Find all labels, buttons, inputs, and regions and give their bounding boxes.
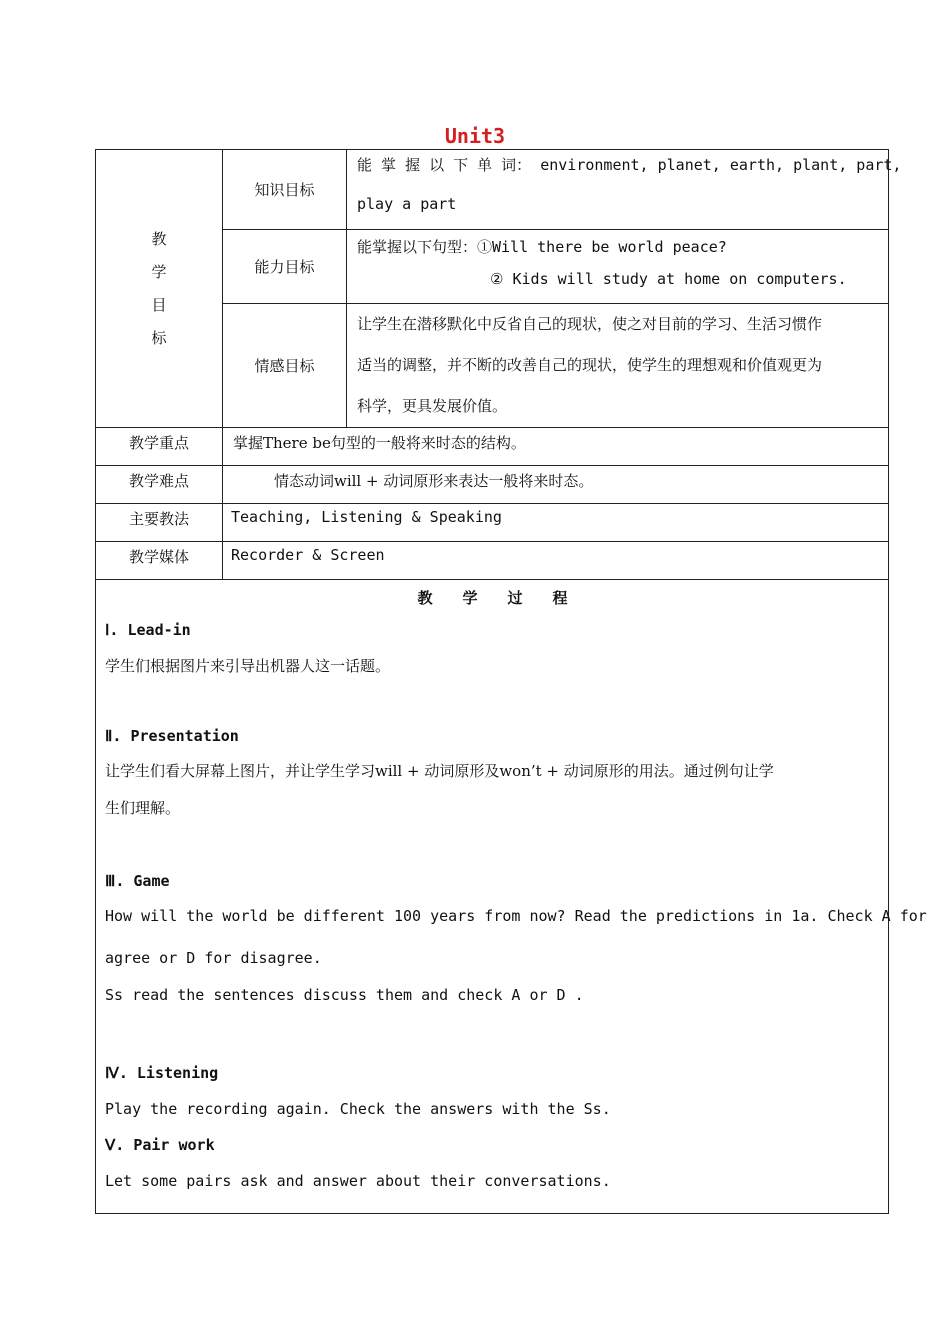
ability-label: 能力目标 [223, 230, 347, 304]
knowledge-label: 知识目标 [223, 150, 347, 230]
focus-value: 掌握There be句型的一般将来时态的结构。 [223, 428, 889, 466]
ability-content [347, 230, 889, 304]
media-value: Recorder & Screen [223, 542, 889, 580]
section-presentation-line-2: 生们理解。 [105, 799, 181, 817]
emotion-line-3: 科学，更具发展价值。 [357, 397, 508, 415]
knowledge-line-2: play a part [357, 195, 457, 213]
knowledge-line-1: 能 掌 握 以 下 单 词： environment, planet, earth, plant, part, [357, 156, 902, 174]
ability-line-2: ② Kids will study at home on computers. [490, 270, 847, 288]
objectives-char-4: 标 [151, 328, 167, 347]
lesson-plan-table [95, 149, 927, 1214]
objectives-char-1: 教 [151, 229, 167, 248]
emotion-line-2: 适当的调整，并不断的改善自己的现状，使学生的理想观和价值观更为 [357, 356, 823, 374]
process-row [96, 580, 889, 1214]
section-listening-title: Ⅳ. Listening [105, 1064, 219, 1082]
section-pair-work-title: Ⅴ. Pair work [105, 1136, 215, 1154]
emotion-content [347, 304, 889, 428]
objective-row-knowledge [96, 150, 889, 230]
focus-row [96, 428, 889, 466]
page-title: Unit3 [444, 124, 506, 148]
emotion-label: 情感目标 [223, 304, 347, 428]
spacer [105, 684, 880, 718]
method-label: 主要教法 [96, 504, 223, 542]
teaching-process [96, 580, 927, 1214]
process-heading: 教学过程 [417, 589, 598, 607]
difficulty-label: 教学难点 [96, 466, 223, 504]
difficulty-value: 情态动词will + 动词原形来表达一般将来时态。 [223, 466, 889, 504]
section-game-title: Ⅲ. Game [105, 872, 170, 890]
section-listening-text: Play the recording again. Check the answers with the Ss. [105, 1100, 611, 1118]
media-row [96, 542, 889, 580]
spacer [105, 1007, 880, 1055]
section-game-line-2: agree or D for disagree. [105, 949, 322, 967]
focus-label: 教学重点 [96, 428, 223, 466]
method-value: Teaching, Listening & Speaking [223, 504, 889, 542]
section-presentation-line-1: 让学生们看大屏幕上图片，并让学生学习will + 动词原形及won’t + 动词原形的用法。通过例句让学 [105, 762, 774, 780]
objectives-char-3: 目 [151, 295, 167, 314]
section-game-line-3: Ss read the sentences discuss them and check A or D . [105, 986, 584, 1004]
emotion-line-1: 让学生在潜移默化中反省自己的现状，使之对目前的学习、生活习惯作 [357, 315, 823, 333]
section-presentation-title: Ⅱ. Presentation [105, 727, 239, 745]
spacer [105, 829, 880, 863]
difficulty-row [96, 466, 889, 504]
section-lead-in-text: 学生们根据图片来引导出机器人这一话题。 [105, 657, 391, 675]
section-pair-work-text: Let some pairs ask and answer about their conversations. [105, 1172, 611, 1190]
section-lead-in-title: Ⅰ. Lead-in [105, 621, 191, 639]
method-row [96, 504, 889, 542]
section-game-line-1: How will the world be different 100 years from now? Read the predictions in 1a. Check A for [105, 907, 927, 925]
media-label: 教学媒体 [96, 542, 223, 580]
objectives-group-label [96, 150, 223, 428]
knowledge-content [347, 150, 902, 230]
objectives-char-2: 学 [151, 262, 167, 281]
ability-line-1: 能掌握以下句型：①Will there be world peace? [357, 238, 727, 256]
